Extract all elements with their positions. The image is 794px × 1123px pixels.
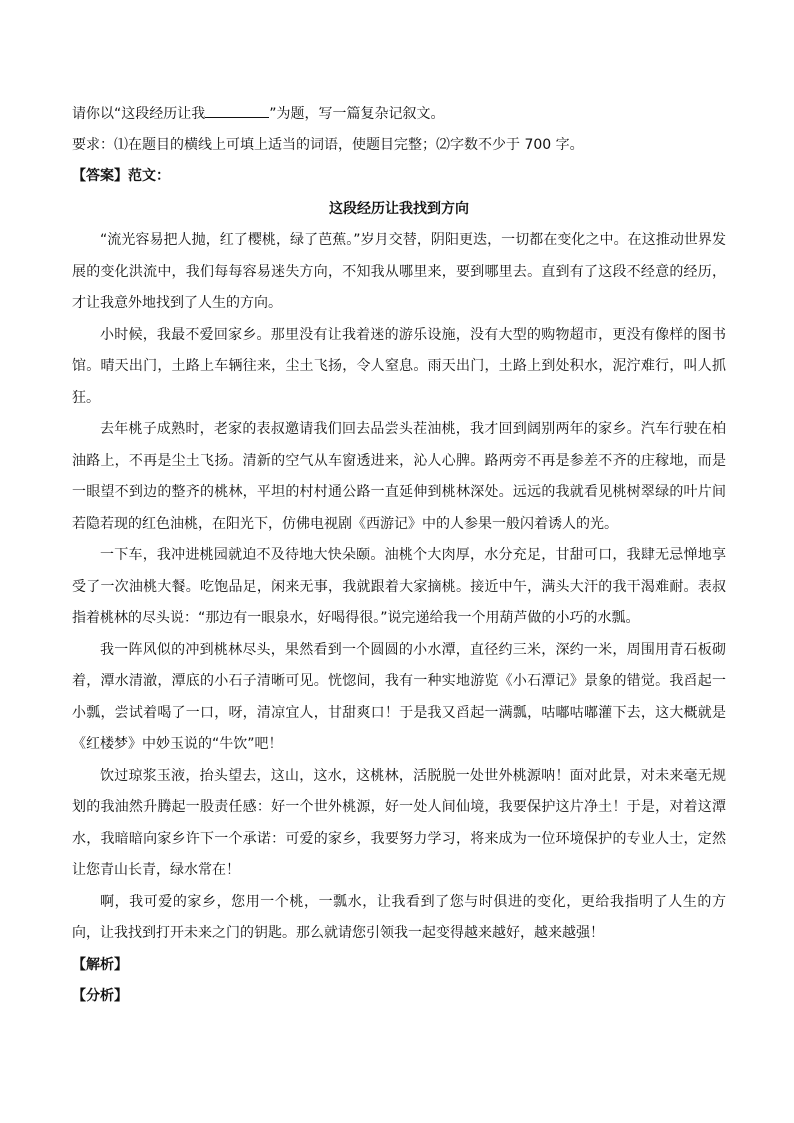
answer-label: 【答案】范文：	[72, 168, 170, 184]
prompt-text-before: 请你以“这段经历让我	[72, 106, 206, 122]
essay-paragraph: 啊，我可爱的家乡，您用一个桃，一瓢水，让我看到了您与时俱进的变化，更给我指明了人生的方向，让我找到打开未来之门的钥匙。那么就请您引领我一起变得越来越好，越来越强！	[72, 893, 726, 941]
prompt-line	[72, 99, 726, 130]
essay-paragraph: 小时候，我最不爱回家乡。那里没有让我着迷的游乐设施，没有大型的购物超市，更没有像样的图书馆。晴天出门，土路上车辆往来，尘土飞扬，令人窒息。雨天出门，土路上到处积水，泥泞难行，叫人抓狂。	[72, 326, 726, 406]
essay-paragraph: 去年桃子成熟时，老家的表叔邀请我们回去品尝头茬油桃，我才回到阔别两年的家乡。汽车行驶在柏油路上，不再是尘土飞扬。清新的空气从车窗透进来，沁人心脾。路两旁不再是参差不齐的庄稼地，而是一眼望不到边的整齐的桃林，平坦的村村通公路一直延伸到桃林深处。远远的我就看见桃树翠绿的叶片间若隐若现的红色油桃，在阳光下，仿佛电视剧《西游记》中的人参果一般闪着诱人的光。	[72, 421, 726, 532]
document-page	[72, 99, 726, 1012]
essay-paragraph: “流光容易把人抛，红了樱桃，绿了芭蕉。”岁月交替，阴阳更迭，一切都在变化之中。在这推动世界发展的变化洪流中，我们每每容易迷失方向，不知我从哪里来，要到哪里去。直到有了这段不经意的经历，才让我意外地找到了人生的方向。	[72, 232, 726, 311]
fenxi-label: 【分析】	[72, 987, 128, 1004]
essay-title: 这段经历让我找到方向	[329, 201, 469, 217]
analysis-label: 【解析】	[72, 956, 128, 973]
essay-paragraph: 一下车，我冲进桃园就迫不及待地大快朵颐。油桃个大肉厚，水分充足，甘甜可口，我肆无忌惮地享受了一次油桃大餐。吃饱品足，闲来无事，我就跟着大家摘桃。接近中午，满头大汗的我干渴难耐。表叔指着桃林的尽头说：“那边有一眼泉水，好喝得很。”说完递给我一个用葫芦做的小巧的水瓢。	[72, 547, 726, 626]
title-blank	[205, 103, 269, 118]
essay-paragraph: 我一阵风似的冲到桃林尽头，果然看到一个圆圆的小水潭，直径约三米，深约一米，周围用青石板砌着，潭水清澈，潭底的小石子清晰可见。恍惚间，我有一种实地游览《小石潭记》景象的错觉。我舀起一小瓢，尝试着喝了一口，呀，清凉宜人，甘甜爽口！于是我又舀起一满瓢，咕嘟咕嘟灌下去，这大概就是《红楼梦》中妙玉说的“牛饮”吧！	[72, 641, 726, 752]
essay-paragraph: 饮过琼浆玉液，抬头望去，这山，这水，这桃林，活脱脱一处世外桃源呐！面对此景，对未来毫无规划的我油然升腾起一股责任感：好一个世外桃源，好一处人间仙境，我要保护这片净土！于是，对着这潭水，我暗暗向家乡许下一个承诺：可爱的家乡，我要努力学习，将来成为一位环境保护的专业人士，定然让您青山长青，绿水常在！	[72, 767, 726, 878]
requirement-line: 要求：⑴在题目的横线上可填上适当的词语，使题目完整；⑵字数不少于 700 字。	[72, 137, 584, 153]
prompt-text-after: ”为题，写一篇复杂记叙文。	[269, 106, 445, 122]
